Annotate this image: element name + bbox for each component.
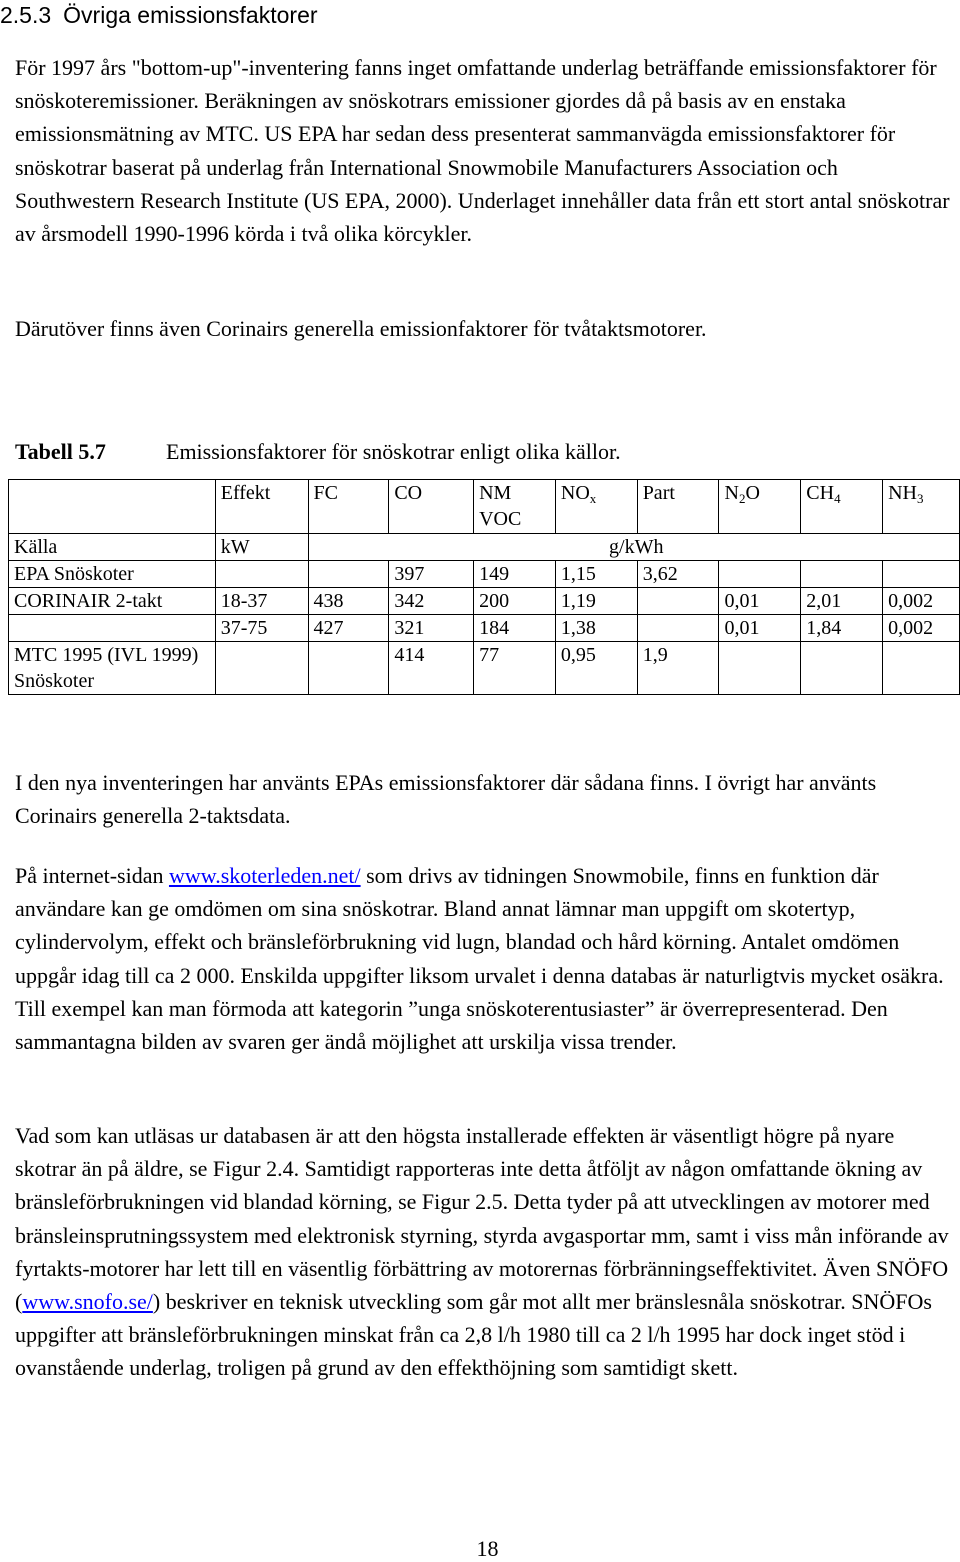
page-number: 18 xyxy=(476,1536,499,1561)
cell-nh3: 0,002 xyxy=(883,588,960,615)
cell-nh3 xyxy=(883,642,960,695)
cell-n2o xyxy=(719,561,801,588)
header-n2o-after: O xyxy=(745,482,760,504)
header-nmvoc-line1: NM xyxy=(479,482,512,504)
cell-ch4: 1,84 xyxy=(801,615,883,642)
cell-effekt: 18-37 xyxy=(215,588,308,615)
table-caption-label: Tabell 5.7 xyxy=(15,439,106,464)
cell-co: 342 xyxy=(389,588,474,615)
paragraph-new-inventory: I den nya inventeringen har använts EPAs emissionsfaktorer där sådana finns. I övrigt har använts Corinairs generella 2-taktsdata. xyxy=(15,770,877,829)
cell-nmvoc: 200 xyxy=(474,588,556,615)
cell-effekt: 37-75 xyxy=(215,615,308,642)
header-co: CO xyxy=(389,480,474,534)
cell-nox: 1,38 xyxy=(555,615,637,642)
header-empty-cell xyxy=(9,480,216,534)
cell-part: 3,62 xyxy=(637,561,719,588)
cell-part: 1,9 xyxy=(637,642,719,695)
cell-fc: 427 xyxy=(308,615,389,642)
cell-source xyxy=(9,615,216,642)
emission-factors-table xyxy=(8,479,960,695)
cell-source: EPA Snöskoter xyxy=(9,561,216,588)
table-row xyxy=(9,642,960,695)
cell-fc xyxy=(308,561,389,588)
table-caption-text: Emissionsfaktorer för snöskotrar enligt olika källor. xyxy=(166,439,621,464)
header-nox-text: NO xyxy=(560,482,590,504)
cell-nox: 1,15 xyxy=(555,561,637,588)
header-n2o-text: N xyxy=(724,482,739,504)
header-nox-sub: x xyxy=(589,491,597,506)
cell-co: 414 xyxy=(389,642,474,695)
units-row xyxy=(9,534,960,561)
paragraph-skoterleden xyxy=(15,859,950,1058)
cell-n2o: 0,01 xyxy=(719,615,801,642)
header-ch4-text: CH xyxy=(806,482,835,504)
cell-n2o xyxy=(719,642,801,695)
cell-source: CORINAIR 2-takt xyxy=(9,588,216,615)
cell-effekt xyxy=(215,561,308,588)
cell-co: 321 xyxy=(389,615,474,642)
source-label: Källa xyxy=(9,534,216,561)
paragraph-database-after: ) beskriver en teknisk utveckling som går mot allt mer bränslesnåla snöskotrar. SNÖFOs uppgifter att bränsleförbrukningen minskat från ca 2,8 l/h 1980 till ca 2 l/h 1995 har dock inget stöd i ovanstående underlag, troligen på grund av den effekthöjning som samtidigt skett. xyxy=(15,1289,932,1381)
paragraph-skoterleden-after: som drivs av tidningen Snowmobile, finns en funktion där användare kan ge omdömen om sina snöskotrar. Bland annat lämnar man uppgift om skotertyp, cylindervolym, effekt och bränsleförbrukning vid lugn, blandad och hård körning. Antalet omdömen uppgår idag till ca 2 000. Enskilda uppgifter liksom urvalet i denna databas är naturligtvis mycket osäkra. Till exempel kan man förmoda att kategorin ”unga snöskoterentusiaster” är överrepresenterad. Den sammantagna bilden av svaren ger ändå möjlighet att urskilja vissa trender. xyxy=(15,863,944,1055)
paragraph-database xyxy=(15,1119,950,1385)
header-part: Part xyxy=(637,480,719,534)
section-title: Övriga emissionsfaktorer xyxy=(63,2,318,28)
skoterleden-link[interactable]: www.skoterleden.net/ xyxy=(168,863,361,888)
cell-nmvoc: 149 xyxy=(474,561,556,588)
cell-nmvoc: 77 xyxy=(474,642,556,695)
header-ch4-sub: 4 xyxy=(834,491,841,506)
header-ch4 xyxy=(801,480,883,534)
table-row xyxy=(9,561,960,588)
header-fc: FC xyxy=(308,480,389,534)
table-header-row xyxy=(9,480,960,534)
header-nmvoc xyxy=(474,480,556,534)
paragraph-database-before: Vad som kan utläsas ur databasen är att den högsta installerade effekten är väsentligt högre på nyare skotrar än på äldre, se Figur 2.4. Samtidigt rapporteras inte detta åtföljt av någon omfattande ökning av bränsleförbrukningen vid blandad körning, se Figur 2.5. Detta tyder på att utvecklingen av motorer med bränsleinsprutningssystem med elektronisk styrning, styrda avgasportar mm, samt i viss mån införande av fyrtakts-motorer har lett till en väsentlig förbättring av motorernas förbränningseffektivitet. Även SNÖFO ( xyxy=(15,1123,949,1315)
snofo-link[interactable]: www.snofo.se/ xyxy=(22,1289,153,1315)
section-heading xyxy=(0,2,318,29)
header-nh3-sub: 3 xyxy=(916,491,924,506)
cell-part xyxy=(637,615,719,642)
cell-ch4 xyxy=(801,561,883,588)
power-unit: kW xyxy=(215,534,308,561)
cell-effekt xyxy=(215,642,308,695)
cell-ch4: 2,01 xyxy=(801,588,883,615)
cell-n2o: 0,01 xyxy=(719,588,801,615)
paragraph-intro: För 1997 års "bottom-up"-inventering fanns inget omfattande underlag beträffande emissionsfaktorer för snöskoteremissioner. Beräkningen av snöskotrars emissioner gjordes då på basis av en enstaka emissionsmätning av MTC. US EPA har sedan dess presenterat sammanvägda emissionsfaktorer för snöskotrar baserat på underlag från International Snowmobile Manufacturers Association och Southwestern Research Institute (US EPA, 2000). Underlaget innehåller data från ett stort antal snöskotrar av årsmodell 1990-1996 körda i två olika körcykler. xyxy=(15,55,950,247)
header-nmvoc-line2: VOC xyxy=(479,508,522,530)
header-nh3 xyxy=(883,480,960,534)
paragraph-skoterleden-before: På internet-sidan xyxy=(15,863,169,888)
cell-co: 397 xyxy=(389,561,474,588)
cell-part xyxy=(637,588,719,615)
cell-nh3 xyxy=(883,561,960,588)
header-effekt: Effekt xyxy=(215,480,308,534)
table-row xyxy=(9,588,960,615)
cell-nh3: 0,002 xyxy=(883,615,960,642)
cell-fc: 438 xyxy=(308,588,389,615)
header-n2o-sub: 2 xyxy=(738,491,746,506)
emission-unit: g/kWh xyxy=(308,534,959,561)
cell-fc xyxy=(308,642,389,695)
cell-nox: 0,95 xyxy=(555,642,637,695)
cell-ch4 xyxy=(801,642,883,695)
section-number: 2.5.3 xyxy=(0,2,52,28)
header-nox xyxy=(555,480,637,534)
paragraph-corinair: Därutöver finns även Corinairs generella emissionfaktorer för tvåtaktsmotorer. xyxy=(15,316,707,341)
table-row xyxy=(9,615,960,642)
header-nh3-text: NH xyxy=(888,482,917,504)
header-n2o xyxy=(719,480,801,534)
cell-nox: 1,19 xyxy=(555,588,637,615)
cell-nmvoc: 184 xyxy=(474,615,556,642)
cell-source: MTC 1995 (IVL 1999) Snöskoter xyxy=(9,642,216,695)
